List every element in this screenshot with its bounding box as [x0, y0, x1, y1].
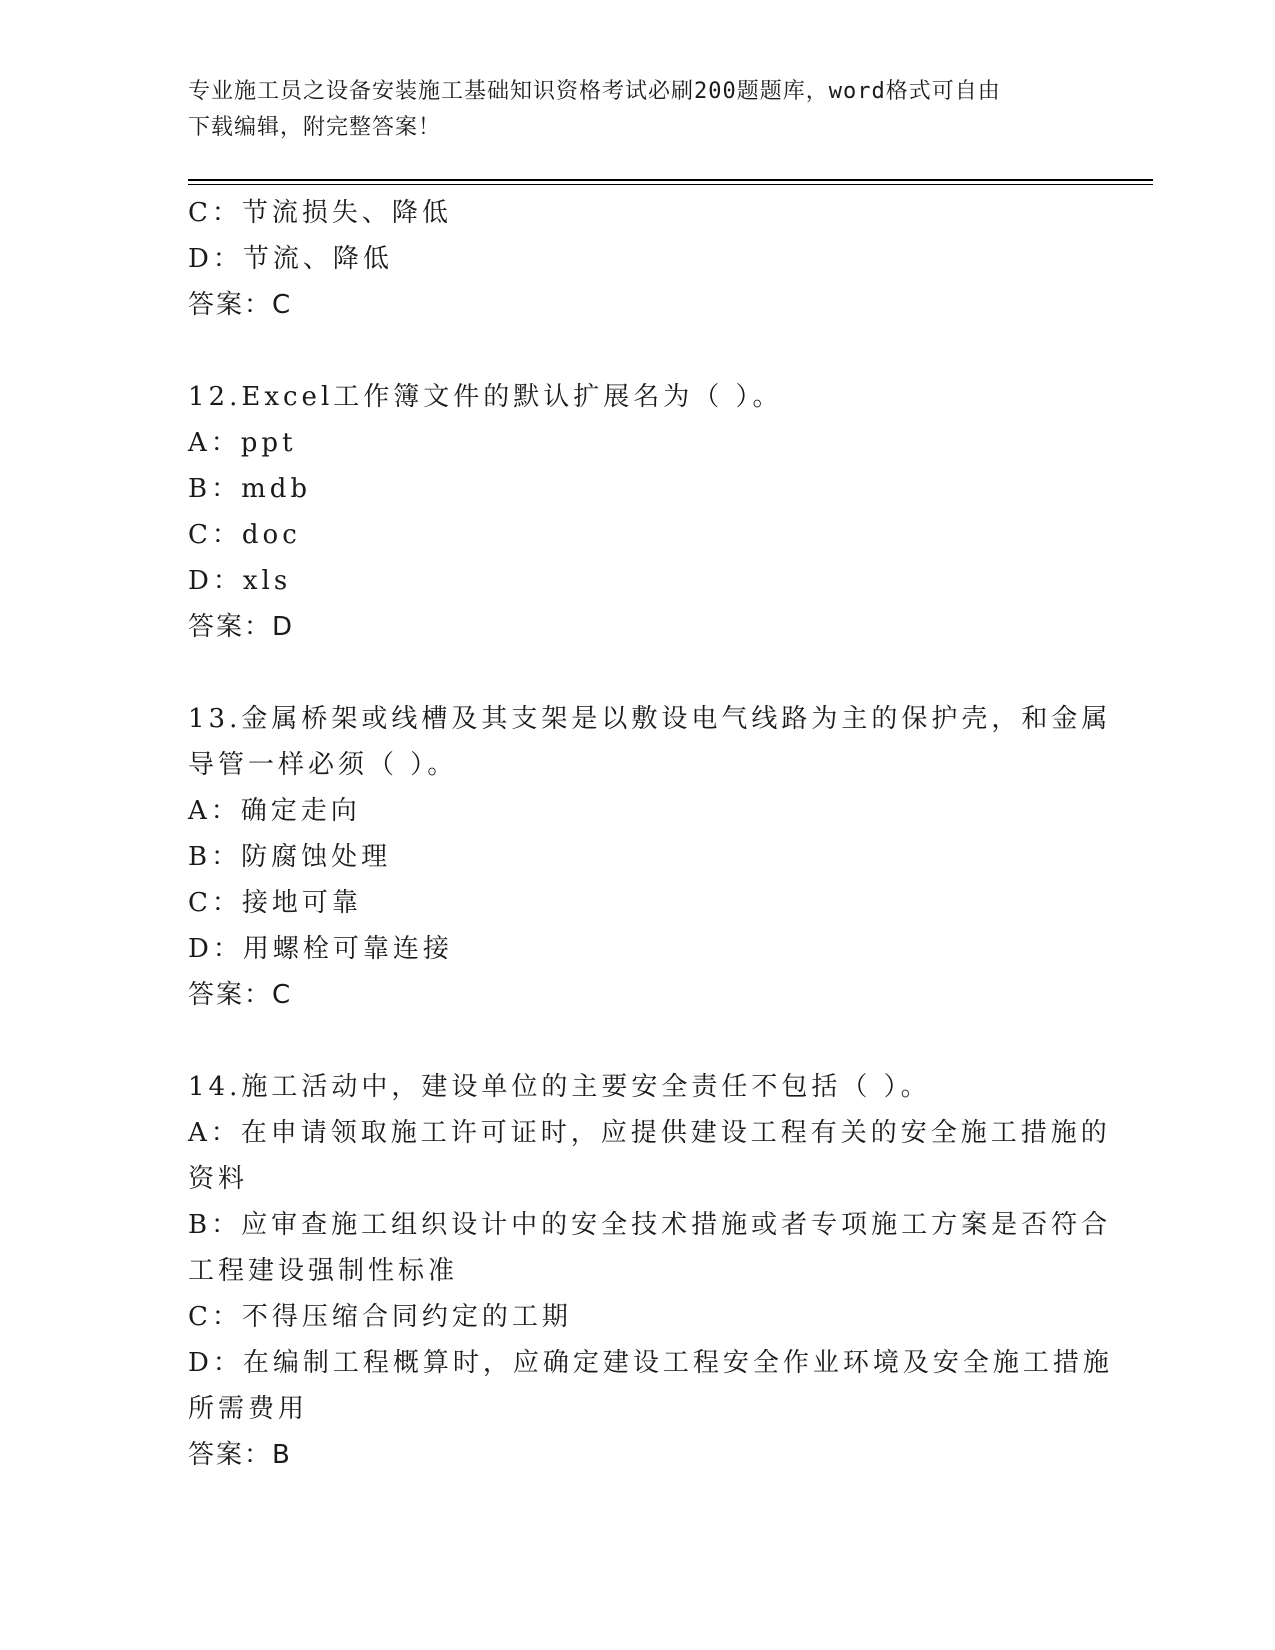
- option-a-line-2: 资料: [188, 1164, 249, 1194]
- option-a: A：确定走向: [188, 796, 361, 826]
- header-divider-thin: [188, 184, 1153, 185]
- option-d: D：节流、降低: [188, 244, 393, 274]
- question-list: [188, 190, 1113, 1478]
- header-title-line-1: 专业施工员之设备安装施工基础知识资格考试必刷200题题库，word格式可自由: [188, 79, 1001, 104]
- question-text: 14.施工活动中，建设单位的主要安全责任不包括（ ）。: [188, 1072, 931, 1102]
- page-header: [188, 74, 1088, 146]
- question-text: 12.Excel工作簿文件的默认扩展名为（ ）。: [188, 382, 783, 412]
- spacer: [188, 650, 1088, 696]
- question-13: [188, 696, 1112, 1018]
- answer-line: 答案：C: [188, 290, 293, 320]
- option-d-line-1: D：在编制工程概算时，应确定建设工程安全作业环境及安全施工措施: [188, 1348, 1113, 1378]
- option-c: C：接地可靠: [188, 888, 362, 918]
- option-c: C：不得压缩合同约定的工期: [188, 1302, 572, 1332]
- answer-line: 答案：D: [188, 612, 295, 642]
- option-d-line-2: 所需费用: [188, 1394, 309, 1424]
- spacer: [188, 328, 1088, 374]
- question-text-line-1: 13.金属桥架或线槽及其支架是以敷设电气线路为主的保护壳，和金属: [188, 704, 1112, 734]
- header-title-line-2: 下载编辑，附完整答案！: [188, 115, 442, 140]
- option-b: B：防腐蚀处理: [188, 842, 392, 872]
- answer-line: 答案：C: [188, 980, 293, 1010]
- question-14: [188, 1064, 1113, 1478]
- header-divider-thick: [188, 179, 1153, 181]
- question-12: [188, 374, 1088, 650]
- option-a-line-1: A：在申请领取施工许可证时，应提供建设工程有关的安全施工措施的: [188, 1118, 1111, 1148]
- option-d: D：xls: [188, 566, 292, 596]
- question-text-line-2: 导管一样必须（ ）。: [188, 750, 458, 780]
- answer-line: 答案：B: [188, 1440, 292, 1470]
- option-b-line-2: 工程建设强制性标准: [188, 1256, 459, 1286]
- option-b: B：mdb: [188, 474, 312, 504]
- question-11-tail: [188, 190, 1088, 328]
- option-a: A：ppt: [188, 428, 297, 458]
- option-c: C：节流损失、降低: [188, 198, 452, 228]
- option-d: D：用螺栓可靠连接: [188, 934, 453, 964]
- option-b-line-1: B：应审查施工组织设计中的安全技术措施或者专项施工方案是否符合: [188, 1210, 1112, 1240]
- spacer: [188, 1018, 1088, 1064]
- option-c: C：doc: [188, 520, 301, 550]
